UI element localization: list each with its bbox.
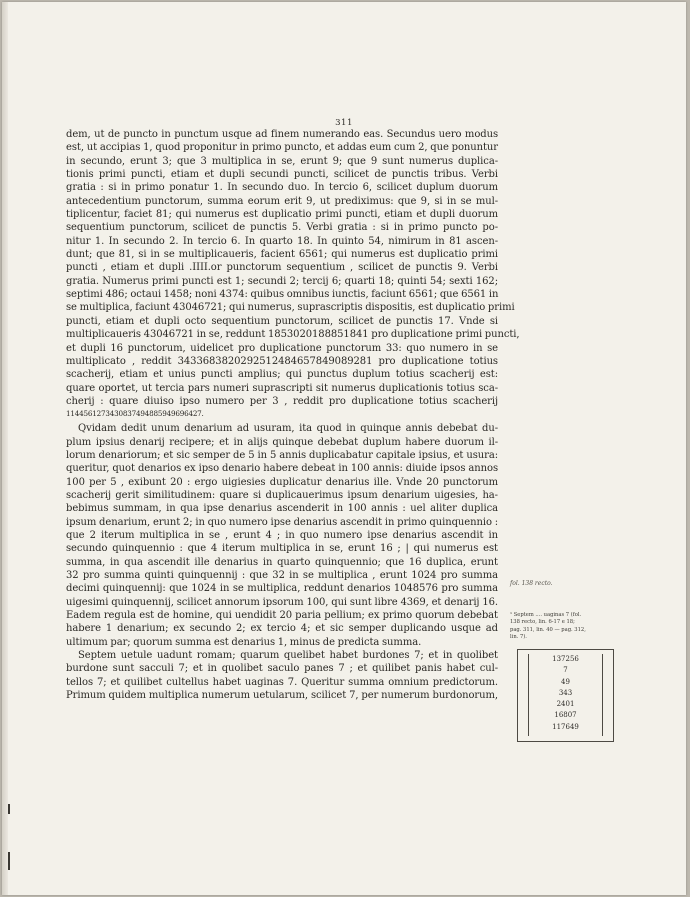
text-line: nitur 1. In secundo 2. In tercio 6. In quarto 18. In quinto 54, nimirum in 81 ascen- [66, 235, 498, 247]
large-number-line: 1144561273430837494885949696427. [66, 409, 204, 419]
text-line: tionis primi puncti, etiam et dupli secundi puncti, scilicet de punctis tribus. Verbi [66, 169, 498, 181]
margin-footnote [510, 612, 615, 642]
text-line: puncti , etiam et dupli .IIII.or punctorum sequentium , scilicet de punctis 9. Verbi [66, 262, 498, 274]
text-line: cherij : quare diuiso ipso numero per 3 , reddit pro duplicatione totius scacherij [66, 395, 498, 407]
text-line: antecedentium punctorum, summa eorum erit 9, ut prediximus: que 9, si in se mul- [66, 195, 498, 207]
binding-mark [8, 804, 10, 814]
book-page [2, 2, 686, 895]
table-value: 117649 [552, 722, 579, 731]
footnote-line: ¹ Septem .... uaginas 7 (fol. [510, 612, 582, 618]
text-line: bebimus summam, in qua ipse denarius ascenderit in 100 annis : uel aliter duplica [66, 503, 498, 515]
text-line: gratia : si in primo ponatur 1. In secundo duo. In tercio 6, scilicet duplum duorum [66, 182, 498, 194]
text-line: ultimum par; quorum summa est denarius 1, minus de predicta summa. [66, 636, 422, 648]
paragraph-usury [66, 422, 498, 649]
text-line: se multiplica, faciunt 43046721; qui numerus, suprascriptis dispositis, est duplicatio primi [66, 302, 515, 314]
table-value: 49 [561, 677, 570, 686]
page-number: 311 [335, 118, 353, 128]
text-line: Primum quidem multiplica numerum uetularum, scilicet 7, per numerum burdonorum, [66, 690, 498, 702]
text-line: burdone sunt sacculi 7; et in quolibet saculo panes 7 ; et quilibet panis habet cul- [66, 663, 498, 675]
text-line: est, ut accipias 1, quod proponitur in primo puncto, et addas eum cum 2, que ponuntur [66, 142, 498, 154]
text-line: uigesimi quinquennij, scilicet annorum ipsorum 100, qui sunt libre 4369, et denarij 16. [66, 596, 498, 608]
text-line: multiplicato , reddit 3433683820292512484657849089281 pro duplicatione totius [66, 355, 498, 367]
text-line: habere 1 denarium; ex secundo 2; ex tercio 4; et sic semper duplicando usque ad [66, 623, 498, 635]
table-value: 7 [563, 666, 568, 675]
text-line: plum ipsius denarij recipere; et in alijs quinque debebat duplum habere duorum il- [66, 436, 498, 448]
text-line: sequentium punctorum, scilicet de punctis 5. Verbi gratia : si in primo puncto po- [66, 222, 498, 234]
text-line: que 2 iterum multiplica in se , erunt 4 ; in quo numero ipse denarius ascendit in [66, 529, 498, 541]
text-line: ipsum denarium, erunt 2; in quo numero ipse denarius ascendit in primo quinquennio : [66, 516, 498, 528]
text-line: Eadem regula est de homine, qui uendidit 20 paria pellium; ex primo quorum debebat [66, 610, 498, 622]
text-line: tellos 7; et quilibet cultellus habet uaginas 7. Queritur summa omnium predictorum. [66, 676, 498, 688]
text-line: summa, in qua ascendit ille denarius in quarto quinquennio; que 16 duplica, erunt [66, 556, 498, 568]
page-gutter [2, 2, 8, 895]
margin-folio-reference: fol. 138 recto. [510, 580, 553, 587]
computation-column [528, 654, 603, 736]
table-value: 16807 [554, 711, 577, 720]
footnote-line: pag. 311, lin. 40 — pag. 312, [510, 626, 586, 633]
text-line: secundo quinquennio : que 4 iterum multiplica in se, erunt 16 ; | qui numerus est [66, 543, 498, 555]
text-line: Septem uetule uadunt romam; quarum quelibet habet burdones 7; et in quolibet [78, 650, 498, 662]
text-line: dem, ut de puncto in punctum usque ad finem numerando eas. Secundus uero modus [66, 129, 498, 140]
text-line: Qvidam dedit unum denarium ad usuram, ita quod in quinque annis debebat du- [78, 423, 498, 435]
text-line: queritur, quot denarios ex ipso denario habere debeat in 100 annis: diuide ipsos annos [66, 463, 498, 475]
text-line: gratia. Numerus primi puncti est 1; secundi 2; tercij 6; quarti 18; quinti 54; sexti 162; [66, 275, 498, 287]
text-line: in secundo, erunt 3; que 3 multiplica in se, erunt 9; que 9 sunt numerus duplica- [66, 155, 498, 167]
binding-mark [8, 852, 10, 870]
table-value: 137256 [552, 655, 579, 663]
text-line: quare oportet, ut tercia pars numeri suprascripti sit numerus duplicationis totius sca- [66, 382, 498, 394]
text-line: scacherij gerit similitudinem: quare si duplicauerimus ipsum denarium uigesies, ha- [66, 489, 498, 501]
text-line: et dupli 16 punctorum, uidelicet pro duplicatione punctorum 33: quo numero in se [66, 342, 498, 354]
table-value: 2401 [556, 700, 575, 709]
margin-computation-table [517, 649, 614, 742]
text-line: lorum denariorum; et sic semper de 5 in 5 annis duplicabatur capitale ipsius, et usura: [66, 449, 498, 461]
text-line: tiplicentur, faciet 81; qui numerus est duplicatio primi puncti, etiam et dupli duorum [66, 209, 498, 221]
text-line: puncti, etiam et dupli octo sequentium punctorum, scilicet de punctis 17. Vnde si [66, 315, 498, 327]
text-line: septimi 486; octaui 1458; noni 4374: quibus omnibus iunctis, faciunt 6561; que 6561 in [66, 289, 499, 301]
text-line: scacherij, etiam et unius puncti amplius; qui punctus duplum totius scacherij est: [66, 369, 498, 381]
footnote-line: lin. 7). [510, 634, 527, 641]
text-line: dunt; que 81, si in se multiplicaueris, facient 6561; qui numerus est duplicatio primi [66, 249, 498, 261]
text-line: multiplicaueris 43046721 in se, reddunt 1853020188851841 pro duplicatione primi puncti, [66, 329, 520, 341]
footnote-line: 138 recto, lin. 6-17 e 18; [510, 619, 575, 626]
table-value: 343 [558, 688, 573, 697]
text-line: 100 per 5 , exibunt 20 : ergo uigiesies duplicatur denarius ille. Vnde 20 punctorum [66, 476, 498, 488]
text-line: decimi quinquennij: que 1024 in se multiplica, reddunt denarios 1048576 pro summa [66, 583, 498, 595]
paragraph-chessboard [66, 128, 520, 408]
paragraph-seven-old-women [66, 649, 498, 702]
text-line: 32 pro summa quinti quinquennij : que 32 in se multiplica , erunt 1024 pro summa [66, 570, 498, 581]
